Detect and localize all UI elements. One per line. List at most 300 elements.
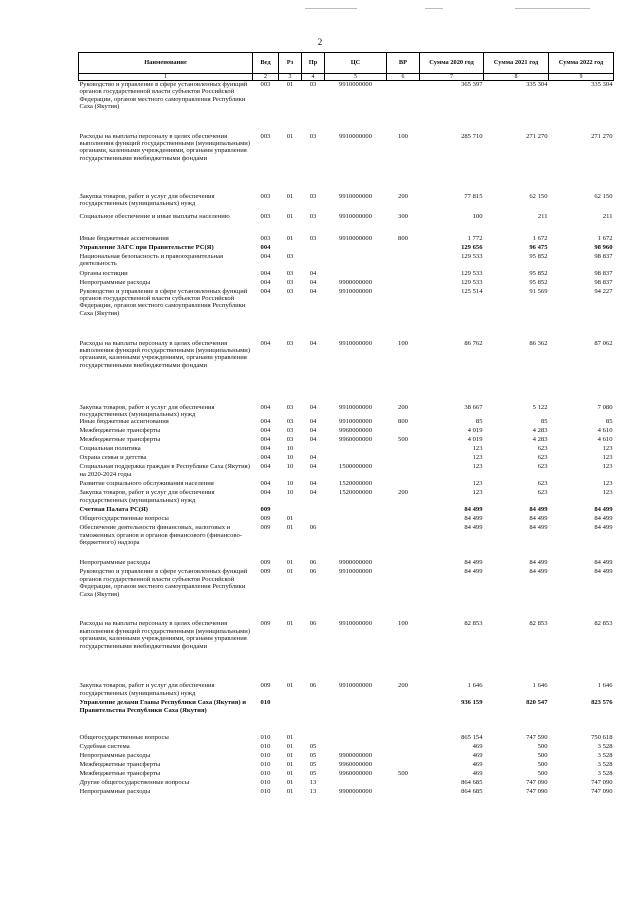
cell-sum-2020: 100	[472, 212, 483, 220]
cell-ved: 003	[260, 192, 271, 200]
cell-sum-2020: 84 499	[464, 524, 483, 532]
cell-name: Общегосударственные вопросы	[79, 734, 169, 742]
cell-sum-2021: 500	[537, 770, 548, 778]
cell-rz: 01	[286, 559, 294, 567]
cell-cs: 9900000000	[339, 278, 372, 286]
table-row	[79, 133, 614, 193]
cell-vr: 800	[398, 418, 408, 426]
cell-sum-2021: 96 475	[529, 243, 548, 251]
cell-pr: 04	[309, 463, 317, 471]
cell-sum-2021: 4 283	[532, 427, 548, 435]
cell-sum-2021: 623	[537, 463, 548, 471]
cell-sum-2022: 4 610	[597, 436, 613, 444]
cell-rz: 03	[286, 269, 294, 277]
cell-ved: 004	[260, 287, 271, 295]
cell-sum-2020: 129 533	[461, 278, 483, 286]
cell-pr: 04	[309, 489, 317, 497]
col-header-rz: Рз	[279, 53, 302, 74]
cell-rz: 01	[286, 234, 294, 242]
cell-sum-2022: 823 576	[591, 699, 613, 707]
cell-rz: 01	[286, 788, 294, 796]
col-header-ved: Вед	[253, 53, 279, 74]
cell-ved: 010	[260, 761, 271, 769]
cell-sum-2020: 864 685	[461, 779, 483, 787]
cell-name: Закупка товаров, работ и услуг для обеспечения государственных (муниципальных) нужд	[79, 192, 215, 207]
cell-rz: 01	[286, 779, 294, 787]
table-row	[79, 770, 614, 779]
cell-name: Иные бюджетные ассигнования	[79, 418, 169, 426]
cell-pr: 06	[309, 682, 317, 690]
cell-sum-2021: 86 362	[529, 339, 548, 347]
cell-cs: 9910000000	[339, 403, 372, 411]
cell-ved: 009	[260, 515, 271, 523]
cell-sum-2022: 98 837	[594, 252, 613, 260]
col-number: 2	[253, 74, 279, 81]
cell-name: Межбюджетные трансферты	[79, 770, 161, 778]
cell-vr	[387, 81, 420, 133]
cell-sum-2020: 82 853	[464, 620, 483, 628]
cell-rz: 10	[286, 489, 294, 497]
cell-sum-2022: 747 090	[591, 779, 613, 787]
cell-pr: 05	[309, 752, 317, 760]
cell-vr: 500	[398, 436, 408, 444]
top-rule-right	[515, 8, 590, 9]
cell-vr	[387, 568, 420, 620]
cell-cs	[325, 743, 387, 752]
cell-rz: 01	[286, 132, 294, 140]
cell-sum-2020: 1 646	[467, 682, 483, 690]
table-row	[79, 279, 614, 288]
cell-rz: 01	[286, 524, 294, 532]
table-row	[79, 193, 614, 213]
table-row	[79, 454, 614, 463]
cell-ved: 009	[260, 620, 271, 628]
cell-cs: 9900000000	[339, 752, 372, 760]
cell-cs: 9960000000	[339, 436, 372, 444]
cell-name: Органы юстиции	[79, 269, 128, 277]
cell-pr: 03	[309, 192, 317, 200]
col-number: 8	[484, 74, 549, 81]
table-row	[79, 788, 614, 797]
cell-rz: 03	[286, 287, 294, 295]
cell-sum-2021: 1 646	[532, 682, 548, 690]
cell-vr: 100	[398, 339, 408, 347]
cell-vr: 100	[398, 132, 408, 140]
cell-vr: 200	[398, 489, 408, 497]
cell-rz: 01	[286, 568, 294, 576]
table-row	[79, 506, 614, 515]
cell-name: Руководство и управление в сфере установленных функций органов государственной власти субъектов Российской Федерации, органов местного самоуправления Республики Саха (Якутия)	[79, 568, 248, 598]
cell-sum-2022: 123	[602, 463, 613, 471]
cell-sum-2020: 123	[472, 463, 483, 471]
cell-ved: 010	[260, 743, 271, 751]
cell-sum-2021: 747 090	[526, 788, 548, 796]
cell-sum-2022: 123	[602, 454, 613, 462]
cell-sum-2020: 129 533	[461, 269, 483, 277]
cell-cs: 9910000000	[339, 568, 372, 576]
cell-rz: 01	[286, 770, 294, 778]
cell-sum-2022: 750 618	[591, 734, 613, 742]
cell-ved: 003	[260, 234, 271, 242]
cell-sum-2022: 98 837	[594, 269, 613, 277]
cell-sum-2021: 84 499	[529, 515, 548, 523]
cell-cs	[325, 734, 387, 743]
cell-sum-2022: 123	[602, 480, 613, 488]
cell-cs	[325, 253, 387, 270]
cell-sum-2020: 123	[472, 445, 483, 453]
cell-ved: 003	[260, 212, 271, 220]
cell-rz: 03	[286, 403, 294, 411]
cell-name: Закупка товаров, работ и услуг для обеспечения государственных (муниципальных) нужд	[79, 682, 215, 697]
cell-sum-2021: 747 090	[526, 779, 548, 787]
cell-vr	[387, 244, 420, 253]
cell-cs: 1520000000	[339, 480, 372, 488]
cell-vr	[387, 270, 420, 279]
cell-cs	[325, 524, 387, 559]
cell-vr	[387, 506, 420, 515]
table-row	[79, 761, 614, 770]
cell-ved: 009	[260, 682, 271, 690]
cell-name: Межбюджетные трансферты	[79, 427, 161, 435]
table-row	[79, 288, 614, 340]
cell-sum-2021: 85	[540, 418, 548, 426]
cell-vr	[387, 779, 420, 788]
cell-sum-2021: 95 852	[529, 269, 548, 277]
cell-name: Межбюджетные трансферты	[79, 761, 161, 769]
cell-cs	[325, 244, 387, 253]
cell-cs	[325, 445, 387, 454]
cell-sum-2022: 85	[605, 418, 613, 426]
col-number: 9	[549, 74, 614, 81]
table-row	[79, 418, 614, 427]
cell-sum-2022: 3 528	[597, 770, 613, 778]
cell-sum-2020: 469	[472, 770, 483, 778]
cell-ved: 010	[260, 734, 271, 742]
cell-sum-2021: 5 122	[532, 403, 548, 411]
cell-pr: 13	[309, 788, 317, 796]
table-row	[79, 244, 614, 253]
cell-name: Управление ЗАГС при Правительстве РС(Я)	[79, 243, 214, 251]
cell-sum-2022: 335 304	[591, 81, 613, 88]
table-row	[79, 427, 614, 436]
cell-sum-2022: 84 499	[594, 559, 613, 567]
cell-sum-2022: 123	[602, 445, 613, 453]
cell-ved: 010	[260, 770, 271, 778]
cell-cs: 9910000000	[339, 339, 372, 347]
cell-pr: 04	[309, 403, 317, 411]
cell-sum-2021: 84 499	[529, 506, 548, 514]
table-row	[79, 699, 614, 734]
cell-name: Межбюджетные трансферты	[79, 436, 161, 444]
cell-sum-2022: 1 646	[597, 682, 613, 690]
cell-cs	[325, 699, 387, 734]
col-number: 1	[79, 74, 253, 81]
cell-rz: 01	[286, 192, 294, 200]
cell-ved: 004	[260, 339, 271, 347]
cell-pr: 06	[309, 559, 317, 567]
cell-rz	[279, 699, 302, 734]
cell-pr: 03	[309, 81, 317, 88]
cell-sum-2021: 623	[537, 489, 548, 497]
cell-cs: 9900000000	[339, 559, 372, 567]
cell-cs	[325, 779, 387, 788]
cell-sum-2021: 95 852	[529, 252, 548, 260]
cell-cs: 9910000000	[339, 234, 372, 242]
cell-sum-2020: 469	[472, 743, 483, 751]
cell-rz: 01	[286, 734, 294, 742]
table-row	[79, 445, 614, 454]
cell-pr	[302, 699, 325, 734]
cell-cs: 9910000000	[339, 620, 372, 628]
cell-ved: 004	[260, 436, 271, 444]
cell-rz: 01	[286, 620, 294, 628]
cell-name: Управление делами Главы Республики Саха (Якутия) и Правительства Республики Саха (Якутия)	[79, 699, 247, 714]
cell-rz: 03	[286, 427, 294, 435]
table-row	[79, 253, 614, 270]
cell-pr: 13	[309, 779, 317, 787]
cell-sum-2020: 129 656	[461, 243, 483, 251]
col-header-pr: Пр	[302, 53, 325, 74]
cell-vr	[387, 288, 420, 340]
cell-sum-2020: 84 499	[464, 559, 483, 567]
cell-name: Непрограммные расходы	[79, 278, 151, 286]
cell-sum-2020: 85	[475, 418, 483, 426]
cell-sum-2021: 271 270	[526, 132, 548, 140]
cell-sum-2021: 335 304	[526, 81, 548, 88]
cell-vr	[387, 445, 420, 454]
cell-rz: 03	[286, 418, 294, 426]
col-number: 7	[420, 74, 484, 81]
top-rule-left	[305, 8, 357, 9]
cell-ved: 004	[260, 418, 271, 426]
cell-ved: 004	[260, 454, 271, 462]
cell-pr	[302, 734, 325, 743]
cell-ved: 004	[260, 252, 271, 260]
cell-vr	[387, 524, 420, 559]
cell-sum-2020: 1 772	[467, 234, 483, 242]
cell-cs: 9960000000	[339, 761, 372, 769]
cell-sum-2021: 747 590	[526, 734, 548, 742]
table-row	[79, 620, 614, 682]
cell-cs	[325, 515, 387, 524]
cell-ved: 010	[260, 779, 271, 787]
col-number: 5	[325, 74, 387, 81]
cell-vr	[387, 699, 420, 734]
cell-ved: 009	[260, 559, 271, 567]
cell-sum-2022: 3 528	[597, 761, 613, 769]
cell-ved: 004	[260, 243, 271, 251]
cell-ved: 009	[260, 506, 271, 514]
table-row	[79, 213, 614, 235]
cell-sum-2022: 84 499	[594, 524, 613, 532]
cell-sum-2021: 820 547	[526, 699, 548, 707]
cell-sum-2022: 87 062	[594, 339, 613, 347]
cell-rz: 01	[286, 515, 294, 523]
cell-sum-2020: 86 762	[464, 339, 483, 347]
cell-cs	[325, 454, 387, 463]
page-number: 2	[317, 37, 323, 47]
cell-pr: 03	[309, 212, 317, 220]
table-row	[79, 404, 614, 419]
cell-rz: 03	[286, 278, 294, 286]
cell-name: Национальная безопасность и правоохранительная деятельность	[79, 252, 224, 267]
table-row	[79, 340, 614, 404]
col-header-cs: ЦС	[325, 53, 387, 74]
cell-sum-2020: 129 533	[461, 252, 483, 260]
cell-cs: 9910000000	[339, 418, 372, 426]
cell-sum-2022: 3 528	[597, 743, 613, 751]
cell-vr	[387, 515, 420, 524]
cell-sum-2021: 84 499	[529, 524, 548, 532]
table-row	[79, 752, 614, 761]
cell-cs: 9960000000	[339, 427, 372, 435]
cell-name: Закупка товаров, работ и услуг для обеспечения государственных (муниципальных) нужд	[79, 403, 215, 418]
cell-pr: 04	[309, 278, 317, 286]
cell-pr: 06	[309, 620, 317, 628]
cell-cs: 9910000000	[339, 682, 372, 690]
cell-vr: 800	[398, 234, 408, 242]
cell-sum-2022: 98 960	[594, 243, 613, 251]
cell-sum-2020: 84 499	[464, 568, 483, 576]
cell-sum-2021: 623	[537, 480, 548, 488]
cell-sum-2022: 84 499	[594, 506, 613, 514]
table-row	[79, 270, 614, 279]
cell-name: Иные бюджетные ассигнования	[79, 234, 169, 242]
cell-vr	[387, 734, 420, 743]
cell-rz: 03	[286, 339, 294, 347]
cell-sum-2020: 469	[472, 752, 483, 760]
cell-cs: 9910000000	[339, 192, 372, 200]
cell-name: Расходы на выплаты персоналу в целях обеспечения выполнения функций государственными (муниципальными) органами, казенными учреждениями, органами управления государственными внебюджетными фондами	[79, 132, 251, 162]
cell-ved: 004	[260, 278, 271, 286]
cell-pr: 05	[309, 770, 317, 778]
cell-vr: 200	[398, 192, 408, 200]
col-header-name: Наименование	[79, 53, 253, 74]
cell-cs: 9910000000	[339, 287, 372, 295]
cell-pr	[302, 515, 325, 524]
cell-cs	[325, 506, 387, 515]
cell-sum-2022: 7 080	[597, 403, 613, 411]
cell-rz	[279, 244, 302, 253]
cell-pr: 06	[309, 524, 317, 532]
table-row	[79, 743, 614, 752]
cell-pr: 04	[309, 436, 317, 444]
cell-sum-2021: 500	[537, 743, 548, 751]
cell-sum-2020: 936 159	[461, 699, 483, 707]
cell-sum-2021: 84 499	[529, 559, 548, 567]
col-header-sum-2021: Сумма 2021 год	[484, 53, 549, 74]
cell-ved: 003	[260, 81, 271, 88]
table-row	[79, 779, 614, 788]
cell-vr	[387, 788, 420, 797]
cell-sum-2020: 77 815	[464, 192, 483, 200]
cell-rz: 01	[286, 743, 294, 751]
cell-name: Расходы на выплаты персоналу в целях обеспечения выполнения функций государственными (муниципальными) органами, казенными учреждениями, органами управления государственными внебюджетными фондами	[79, 620, 251, 650]
cell-rz: 10	[286, 463, 294, 471]
cell-vr	[387, 253, 420, 270]
cell-vr	[387, 454, 420, 463]
cell-vr	[387, 480, 420, 489]
cell-pr	[302, 253, 325, 270]
cell-name: Непрограммные расходы	[79, 752, 151, 760]
cell-cs: 9910000000	[339, 132, 372, 140]
cell-rz: 10	[286, 480, 294, 488]
cell-name: Руководство и управление в сфере установленных функций органов государственной власти субъектов Российской Федерации, органов местного самоуправления Республики Саха (Якутия)	[79, 81, 248, 111]
cell-pr	[302, 445, 325, 454]
cell-sum-2020: 84 499	[464, 506, 483, 514]
cell-ved: 004	[260, 403, 271, 411]
cell-rz: 01	[286, 212, 294, 220]
cell-ved: 010	[260, 788, 271, 796]
cell-sum-2020: 285 710	[461, 132, 483, 140]
cell-ved: 004	[260, 480, 271, 488]
cell-sum-2020: 4 019	[467, 427, 483, 435]
col-header-sum-2022: Сумма 2022 год	[549, 53, 614, 74]
cell-name: Руководство и управление в сфере установленных функций органов государственной власти субъектов Российской Федерации, органов местного самоуправления Республики Саха (Якутия)	[79, 287, 248, 317]
cell-sum-2022: 84 499	[594, 515, 613, 523]
cell-cs: 1520000000	[339, 489, 372, 497]
cell-sum-2021: 500	[537, 761, 548, 769]
cell-sum-2021: 500	[537, 752, 548, 760]
cell-sum-2022: 747 090	[591, 788, 613, 796]
cell-sum-2022: 62 150	[594, 192, 613, 200]
cell-pr: 04	[309, 480, 317, 488]
cell-name: Другие общегосударственные вопросы	[79, 779, 190, 787]
cell-sum-2021: 623	[537, 454, 548, 462]
table-row	[79, 515, 614, 524]
table-row	[79, 568, 614, 620]
cell-vr	[387, 427, 420, 436]
cell-vr: 200	[398, 403, 408, 411]
cell-rz	[279, 506, 302, 515]
cell-name: Общегосударственные вопросы	[79, 515, 169, 523]
cell-vr	[387, 752, 420, 761]
cell-sum-2020: 123	[472, 489, 483, 497]
cell-vr	[387, 743, 420, 752]
cell-cs: 9960000000	[339, 770, 372, 778]
table-row	[79, 235, 614, 244]
cell-vr: 100	[398, 620, 408, 628]
cell-sum-2020: 123	[472, 454, 483, 462]
col-header-vr: ВР	[387, 53, 420, 74]
cell-sum-2020: 125 514	[461, 287, 483, 295]
cell-vr: 200	[398, 682, 408, 690]
cell-sum-2020: 469	[472, 761, 483, 769]
cell-name: Социальная политика	[79, 445, 141, 453]
cell-sum-2022: 123	[602, 489, 613, 497]
cell-vr	[387, 279, 420, 288]
cell-sum-2021: 1 672	[532, 234, 548, 242]
cell-ved: 004	[260, 489, 271, 497]
cell-name: Социальная поддержка граждан в Республике Саха (Якутия) на 2020-2024 годы	[79, 463, 250, 478]
cell-sum-2021: 211	[537, 212, 548, 220]
cell-name: Охрана семьи и детства	[79, 454, 147, 462]
cell-sum-2020: 365 397	[461, 81, 483, 88]
cell-name: Развитие социального обслуживания населения	[79, 480, 214, 488]
cell-rz: 10	[286, 454, 294, 462]
cell-cs: 9910000000	[339, 212, 372, 220]
table-row	[79, 489, 614, 506]
cell-sum-2021: 91 569	[529, 287, 548, 295]
cell-vr: 500	[398, 770, 408, 778]
cell-cs: 9910000000	[339, 81, 372, 88]
table-row	[79, 463, 614, 480]
table-row	[79, 734, 614, 743]
cell-pr: 05	[309, 761, 317, 769]
cell-sum-2022: 82 853	[594, 620, 613, 628]
cell-vr: 300	[398, 212, 408, 220]
cell-cs	[325, 270, 387, 279]
